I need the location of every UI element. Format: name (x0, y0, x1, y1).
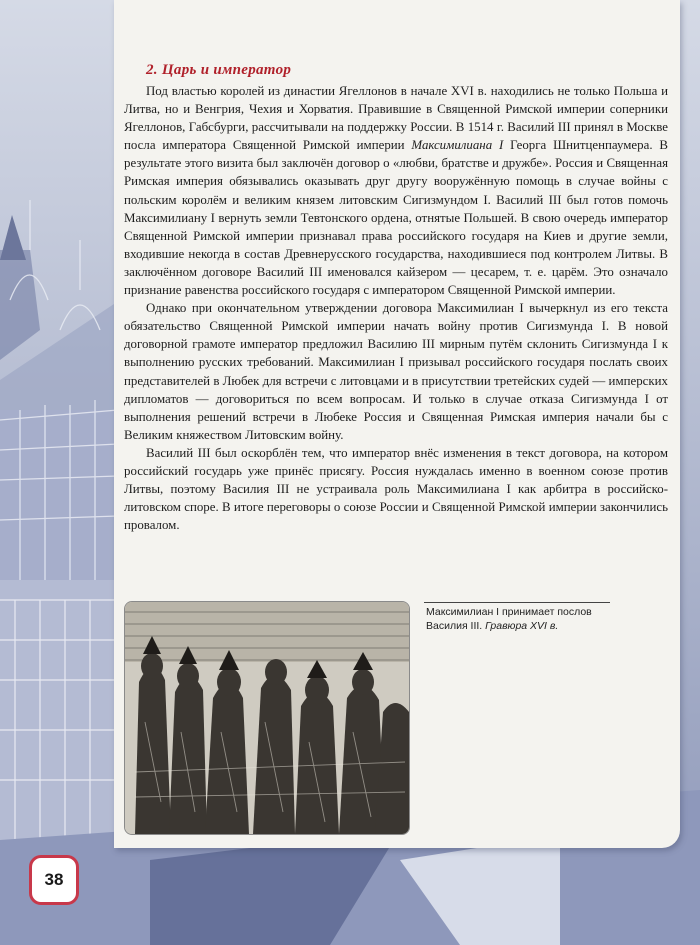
section-heading (146, 62, 291, 79)
section-title-text: Царь и император (161, 62, 292, 78)
engraving-illustration (125, 602, 409, 834)
paragraph-1-part-b: Георга Шнитценпаумера. В результате этого визита был заключён договор о «любви, братстве и дружбе». Россия и Священная Римская империя обязывались оказывать друг другу вооружённую помощь в случае войны с польским королём и великим князем литовским Сигизмундом I. Василий III был готов помочь Максимилиану I вернуть земли Тевтонского ордена, отнятые Польшей. В свою очередь император Священной Римской империи признавал права российского государя на Киев и другие земли, входившие некогда в состав Древнерусского государства, находившиеся под контролем Литвы. В заключённом договоре Василий III именовался кайзером — цесарем, т. е. царём. Это означало признание равенства российского государя с императором Священной Римской империи. (124, 138, 668, 298)
caption-line-2-emphasis: Гравюра XVI в. (485, 620, 559, 632)
caption-line-2 (426, 619, 626, 633)
paragraph-1 (124, 82, 668, 299)
figure-caption (426, 605, 626, 633)
emperor-name-emphasis: Максимилиана I (411, 138, 504, 153)
paragraph-1-part-a: Под властью королей из династии Ягеллонов в начале XVI в. находились не только Польша и Литва, но и Венгрия, Чехия и Хорватия. Правившие в Священной Римской империи соперники Ягеллонов, Габсбурги, рассчитывали на поддержку России. В 1514 г. Василий III принял в Москве посла императора Священной Римской империи (124, 84, 668, 153)
page-number-badge (29, 855, 79, 905)
caption-line-2-text: Василия III. (426, 620, 486, 632)
caption-divider (424, 602, 610, 603)
body-text (124, 82, 668, 534)
paragraph-3: Василий III был оскорблён тем, что император внёс изменения в текст договора, на котором российский государь уже принёс присягу. Россия нуждалась именно в военном союзе против Литвы, поэтому Василия III не устраивала роль Максимилиана I как арбитра в российско-литовском споре. В итоге переговоры о союзе России и Священной Римской империи закончились провалом. (124, 445, 668, 533)
caption-line-1: Максимилиан I принимает послов (426, 606, 592, 618)
section-number: 2. (146, 62, 158, 78)
page-number: 38 (44, 870, 64, 889)
paragraph-2: Однако при окончательном утверждении договора Максимилиан I вычеркнул из его текста обязательство Священной Римской империи начать войну против Сигизмунда I. В новой договорной грамоте император предложил Василию III мирным путём склонить Сигизмунда I к выполнению русских требований. Максимилиан I призывал российского государя послать своих представителей в Любек для встречи с литовцами и в присутствии третейских судей — имперских дипломатов — договориться по всем вопросам. И только в случае отказа Сигизмунда I от выполнения решений встречи в Любеке Россия и Священная Римская империя начали бы с Великим княжеством Литовским войну. (124, 301, 668, 442)
engraving-image (124, 601, 410, 835)
